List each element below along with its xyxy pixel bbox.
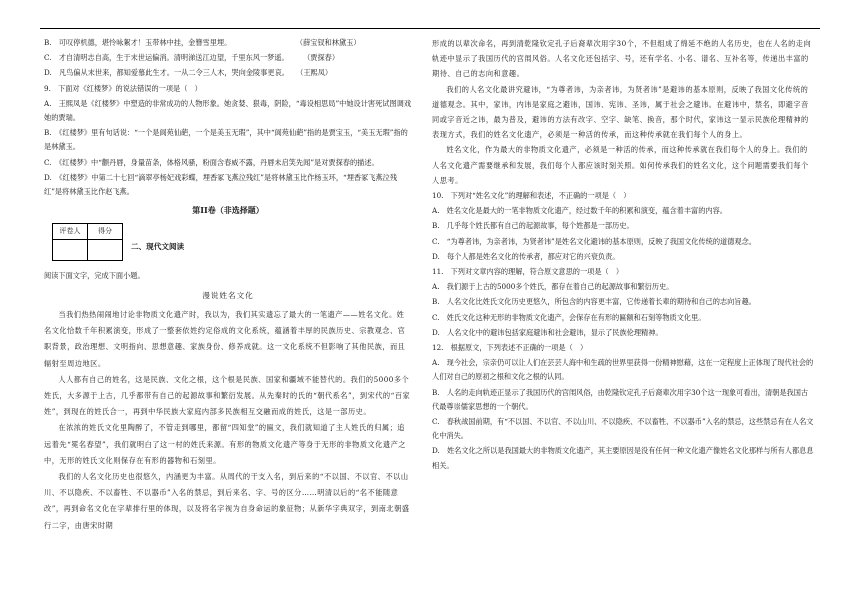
q9-option-c: C. 《红楼梦》中“颧丹唇，身量苗条，体格风骚，粉面含春威不露，丹唇未启笑先闻”是对贾探春的描述。 (44, 157, 379, 167)
part2-title: 第II卷（非选择题） (192, 205, 264, 216)
q11-option-b: B. 人名文化比姓氏文化历史更悠久，所包含的内容更丰富，它传递着长辈的期待和自己的志向旨趣。 (432, 297, 756, 307)
q9-stem: 9. 下面对《红楼梦》的说法错误的一项是（ ） (44, 83, 202, 93)
essay-paragraph: 我们的人名文化最讲究避讳，“为尊者讳，为亲者讳，为贤者讳”是避讳的基本原则，反映了我国文化传统的道德观念。其中，家讳，内讳是家庭之避讳，国讳、宪讳、圣讳，属于社会之避讳。在避讳中，禁名，即避字音同或字音近之讳，最为普及，避讳的方法有改字、空字、缺笔、换音，那个时代，家讳这一显示民族伦理精神的表现方式，我们的姓名文化遗产，必须是一种活的传承，而这种传承就在我们每个人的身上。 (432, 84, 809, 140)
essay-paragraph: 姓名文化，作为最大的非物质文化遗产，必须是一种活的传承，而这种传承就在我们每个人的身上。我们的人名文化遗产需要继承和发展，我们每个人都应该时刻关照。如何传承我们的姓名文化，这个问题需要我们每个人思考。 (432, 145, 809, 185)
q11-option-a: A. 我们源于上古的5000多个姓氏，都存在着自己的起源故事和繁衍历史。 (432, 282, 674, 292)
right-column (432, 36, 814, 473)
q9-option-a: A. 王熙凤是《红楼梦》中塑造的非常成功的人物形象。她贪婪、狠毒，阴险，“毒设相思局”中她设计害死试图调戏她的贾瑞。 (44, 98, 412, 123)
top-rule (40, 28, 820, 29)
reading-instruction: 阅读下面文字，完成下面小题。 (44, 270, 145, 280)
q12-option-c: C. 春秋战国前期，有“不以国、不以官、不以山川、不以隐疾、不以畜牲、不以器币”入名的禁忌，这些禁忌有在人名文化中消失。 (432, 417, 814, 441)
q10-stem: 10. 下列对“姓名文化”的理解和表述，不正确的一项是（ ） (432, 191, 631, 201)
q10-option-d: D. 每个人都是姓名文化的传承者，都应对它的兴衰负责。 (432, 251, 620, 261)
essay-paragraph: 人人都有自己的姓名，这是民族、文化之根，这个根是民族、国家和疆域不能替代的。我们的5000多个姓氏，大多源于上古，几乎都带有自己的起源故事和繁衍发展。从先秦时的氏的“朝代系名”，到宋代的“百家姓”，到现在的姓氏合一，再到中华民族大家庭内部多民族相互交融而成的姓氏，这是一部历史。 (44, 374, 411, 417)
q8-option-c: C. 才自清明志自高，生于末世运偏消。清明涕送江边望，千里东风一梦遥。 （贾探春） (44, 53, 340, 63)
score-box-row (44, 223, 412, 260)
q12-stem: 12. 根据原文，下列表述不正确的一项是（ ） (432, 343, 588, 353)
score-cell-grader (53, 239, 88, 260)
q9-option-d: D. 《红楼梦》中第二十七回“滴翠亭杨妃戏彩蝶，埋香冢飞燕泣残红”是将林黛玉比作杨玉环，“埋香冢飞燕泣残红”是将林黛玉比作赵飞燕。 (44, 172, 398, 197)
q11-stem: 11. 下列对文章内容的理解，符合原文意思的一项是（ ） (432, 267, 624, 277)
q9-option-b: B. 《红楼梦》里有句话说：“一个是阆苑仙葩，一个是美玉无瑕”，其中“阆苑仙葩”指的是贾宝玉，“美玉无瑕”指的是林黛玉。 (44, 128, 408, 152)
essay-paragraph-continued: 形成的以辈次命名，再到清乾隆钦定孔子后裔辈次用字30个，不但组成了绵延不绝的人名历史，也在人名的走向轨迹中显示了我国历代的宫闱风俗。人名文化还包括字、号，还有学名、小名、谱名、互补名等，传递出丰富的期待、自己的志向和意趣。 (432, 39, 812, 79)
q11-option-d: D. 人名文化中的避讳包括家庭避讳和社会避讳，显示了民族伦理精神。 (432, 327, 663, 337)
score-cell-score (88, 239, 123, 260)
score-header-score: 得分 (88, 224, 123, 239)
q11-option-c: C. 姓氏文化这种无形的非物质文化遗产，会保存在有形的匾额和石刻等物质文化里。 (432, 312, 706, 322)
essay-paragraph: 在浓浓的姓氏文化里陶醉了，不管走到哪里，都留“四知堂”的匾文，我们就知道了主人姓氏的归属；追远着先“冕名春望”，我们就明白了这一村的姓氏来源。有形的物质文化遗产等身于无形的非物质文化遗产之中，无形的姓氏文化则保存在有形的器物和石刻里。 (44, 423, 406, 465)
score-header-grader: 评卷人 (53, 224, 88, 239)
essay-paragraph: 当我们热热闹闹地讨论非物质文化遗产时，我以为，我们其实遗忘了最大的一笔遗产——姓名文化。姓名文化恰数千年积累演变，形成了一整套依姓约定俗成的文化系统，蕴涵着丰厚的民族历史、宗教观念、官职背景，政治理想、文明指向、思想意趣、家族身份、修养成就。这一文化系统不但影响了其他民族，而且辐射至周边地区。 (44, 310, 406, 368)
q10-option-c: C. “为尊者讳，为亲者讳，为贤者讳”是姓名文化避讳的基本原则，反映了我国文化传统的道德观念。 (432, 236, 756, 246)
q12-option-d: D. 姓名文化之所以是我国最大的非物质文化遗产，其主要原因是没有任何一种文化遗产像姓名文化那样与所有人都息息相关。 (432, 446, 814, 470)
q12-option-b: B. 人名的走向轨迹正显示了我国历代的宫闱风俗，由乾隆钦定孔子后裔辈次用字30个这一现象可看出，清朝是我国古代最尊崇儒家思想的一个朝代。 (432, 387, 809, 411)
q12-option-a: A. 现今社会，宗亲仍可以让人们在芸芸人海中和生疏的世界里获得一份精神慰藉，这在一定程度上正体现了现代社会的人们对自己的原初之根和文化之根的认同。 (432, 358, 814, 382)
essay-title: 漫说姓名文化 (202, 290, 254, 300)
q8-option-d: D. 凡鸟偏从末世来，都知爱慕此生才。一从二令三人木，哭向金陵事更哀。 （王熙凤） (44, 68, 333, 78)
q10-option-a: A. 姓名文化是最大的一笔非物质文化遗产，经过数千年的积累和演变，蕴含着丰富的内容。 (432, 206, 727, 216)
essay-paragraph: 我们的人名文化历史也很悠久，内涵更为丰富。从周代的干支入名，到后来的“不以国、不以官、不以山川、不以隐疾、不以畜牲、不以器币”入名的禁忌，到后来名、字、号的区分……明清以后的“名不能随意改”，再到命名文化在字辈排行里的体现，以及将名字视为自身命运的象征物；从新华字典双字，到南北朝盛行二字，由唐宋时期 (44, 472, 410, 530)
section-title: 二、现代文阅读 (131, 242, 185, 252)
left-column (44, 36, 412, 534)
score-table (52, 223, 123, 260)
q10-option-b: B. 几乎每个姓氏都有自己的起源故事，每个姓都是一部历史。 (432, 221, 634, 231)
q8-option-b: B. 可叹停机德，堪怜咏絮才！玉带林中挂，金簪雪里埋。 （薛宝钗和林黛玉） (44, 38, 361, 47)
